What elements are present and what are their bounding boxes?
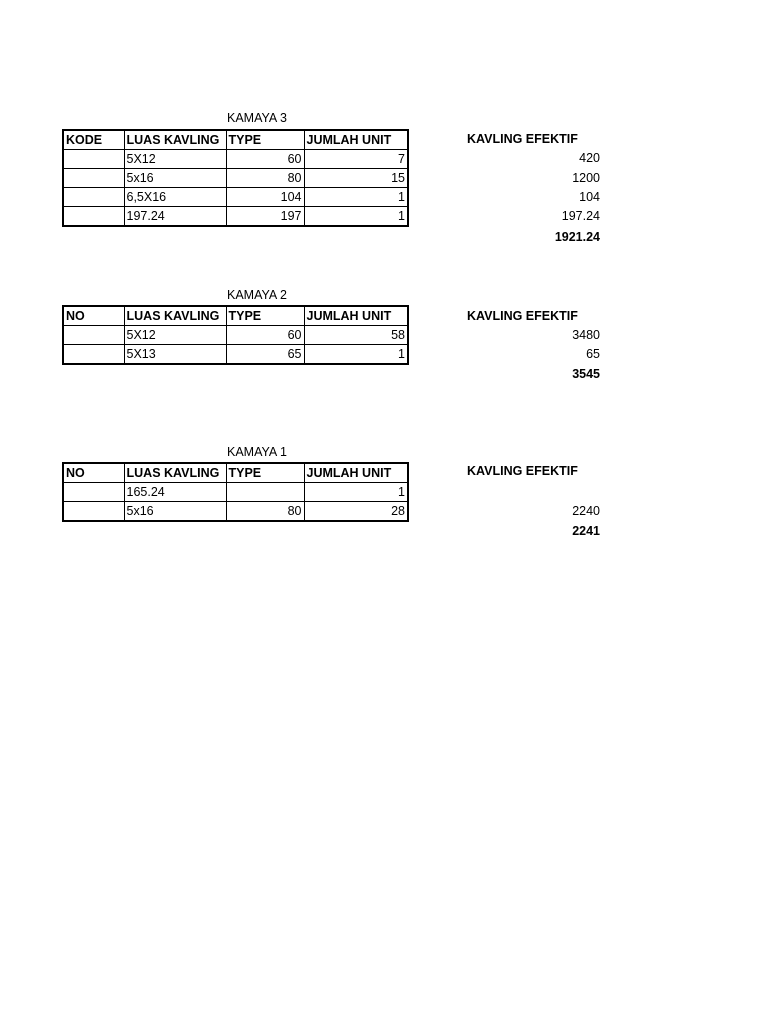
header-kode[interactable]: KODE xyxy=(63,130,124,150)
cell-jumlah-unit[interactable]: 1 xyxy=(304,207,408,227)
cell-type[interactable] xyxy=(226,483,304,502)
cell-type[interactable]: 197 xyxy=(226,207,304,227)
effective-value[interactable]: 104 xyxy=(579,190,600,204)
header-jumlah-unit[interactable]: JUMLAH UNIT xyxy=(304,130,408,150)
table-row xyxy=(63,207,408,227)
table-header-row xyxy=(63,306,408,326)
table-row xyxy=(63,188,408,207)
header-no[interactable]: NO xyxy=(63,463,124,483)
cell-jumlah-unit[interactable]: 1 xyxy=(304,483,408,502)
table-row xyxy=(63,345,408,365)
header-type[interactable]: TYPE xyxy=(226,130,304,150)
effective-value[interactable]: 65 xyxy=(586,347,600,361)
table-row xyxy=(63,150,408,169)
header-luas-kavling[interactable]: LUAS KAVLING xyxy=(124,306,226,326)
section-title-kamaya-2: KAMAYA 2 xyxy=(227,288,287,302)
cell-luas-kavling[interactable]: 197.24 xyxy=(124,207,226,227)
header-type[interactable]: TYPE xyxy=(226,306,304,326)
cell-type[interactable]: 60 xyxy=(226,150,304,169)
cell-kode[interactable] xyxy=(63,188,124,207)
effective-value[interactable]: 197.24 xyxy=(561,209,600,223)
section-title-kamaya-3: KAMAYA 3 xyxy=(227,111,287,125)
cell-no[interactable] xyxy=(63,502,124,522)
header-jumlah-unit[interactable]: JUMLAH UNIT xyxy=(304,463,408,483)
header-no[interactable]: NO xyxy=(63,306,124,326)
cell-type[interactable]: 65 xyxy=(226,345,304,365)
cell-kode[interactable] xyxy=(63,207,124,227)
cell-type[interactable]: 80 xyxy=(226,502,304,522)
effective-value[interactable] xyxy=(460,483,600,501)
cell-no[interactable] xyxy=(63,326,124,345)
table-header-row xyxy=(63,130,408,150)
table-row xyxy=(63,483,408,502)
effective-total-kamaya-1[interactable]: 2241 xyxy=(572,524,600,538)
cell-no[interactable] xyxy=(63,345,124,365)
effective-value[interactable]: 420 xyxy=(579,151,600,165)
cell-luas-kavling[interactable]: 5X12 xyxy=(124,150,226,169)
cell-kode[interactable] xyxy=(63,169,124,188)
cell-luas-kavling[interactable]: 165.24 xyxy=(124,483,226,502)
effective-header-kamaya-3[interactable]: KAVLING EFEKTIF xyxy=(467,132,578,146)
effective-total-kamaya-3[interactable]: 1921.24 xyxy=(554,230,600,244)
cell-type[interactable]: 104 xyxy=(226,188,304,207)
cell-jumlah-unit[interactable]: 58 xyxy=(304,326,408,345)
cell-luas-kavling[interactable]: 5X12 xyxy=(124,326,226,345)
section-title-kamaya-1: KAMAYA 1 xyxy=(227,445,287,459)
cell-type[interactable]: 60 xyxy=(226,326,304,345)
cell-luas-kavling[interactable]: 6,5X16 xyxy=(124,188,226,207)
cell-jumlah-unit[interactable]: 1 xyxy=(304,188,408,207)
effective-value[interactable]: 3480 xyxy=(572,328,600,342)
cell-kode[interactable] xyxy=(63,150,124,169)
effective-total-kamaya-2[interactable]: 3545 xyxy=(572,367,600,381)
cell-luas-kavling[interactable]: 5X13 xyxy=(124,345,226,365)
header-luas-kavling[interactable]: LUAS KAVLING xyxy=(124,463,226,483)
header-type[interactable]: TYPE xyxy=(226,463,304,483)
table-kamaya-2 xyxy=(62,305,409,365)
effective-header-kamaya-2[interactable]: KAVLING EFEKTIF xyxy=(467,309,578,323)
effective-header-kamaya-1[interactable]: KAVLING EFEKTIF xyxy=(467,464,578,478)
cell-luas-kavling[interactable]: 5x16 xyxy=(124,169,226,188)
cell-luas-kavling[interactable]: 5x16 xyxy=(124,502,226,522)
cell-jumlah-unit[interactable]: 7 xyxy=(304,150,408,169)
table-kamaya-3 xyxy=(62,129,409,227)
table-row xyxy=(63,502,408,522)
cell-jumlah-unit[interactable]: 1 xyxy=(304,345,408,365)
cell-type[interactable]: 80 xyxy=(226,169,304,188)
cell-jumlah-unit[interactable]: 28 xyxy=(304,502,408,522)
header-luas-kavling[interactable]: LUAS KAVLING xyxy=(124,130,226,150)
table-row xyxy=(63,169,408,188)
table-kamaya-1 xyxy=(62,462,409,522)
table-header-row xyxy=(63,463,408,483)
table-row xyxy=(63,326,408,345)
effective-value[interactable]: 2240 xyxy=(572,504,600,518)
cell-jumlah-unit[interactable]: 15 xyxy=(304,169,408,188)
cell-no[interactable] xyxy=(63,483,124,502)
effective-value[interactable]: 1200 xyxy=(572,171,600,185)
header-jumlah-unit[interactable]: JUMLAH UNIT xyxy=(304,306,408,326)
